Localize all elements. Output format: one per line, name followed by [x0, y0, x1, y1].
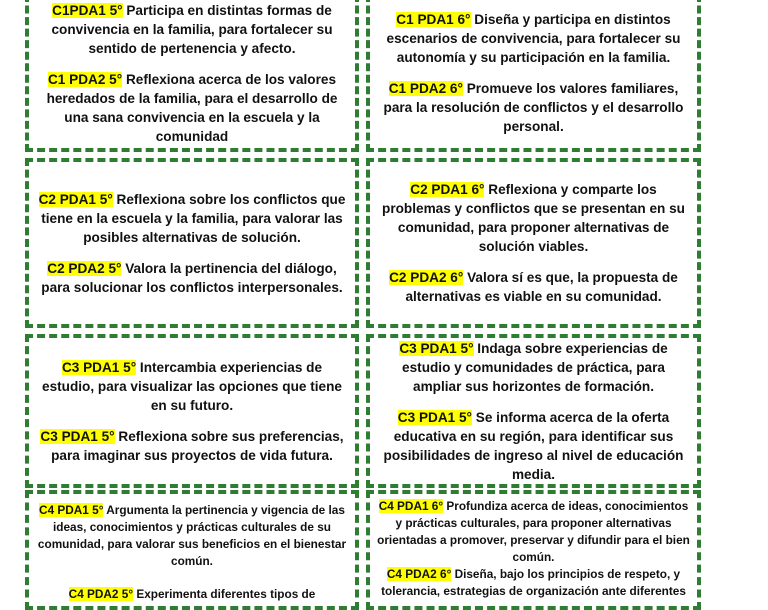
- description-text: Participa en distintas formas de convivencia en la familia, para fortalecer su sentido de pertenencia y afecto.: [51, 2, 333, 56]
- description-text: Indaga sobre experiencias de estudio y comunidades de práctica, para ampliar sus horizontes de formación.: [402, 340, 668, 394]
- description-text: Reflexiona sobre sus preferencias, para imaginar sus proyectos de vida futura.: [51, 428, 344, 463]
- code-label: C2 PDA2 5°: [47, 260, 122, 276]
- card-c1-5: [25, 0, 359, 152]
- paragraph: [35, 190, 349, 247]
- code-label: C1 PDA2 6°: [388, 81, 463, 96]
- paragraph: [35, 70, 349, 146]
- card-c2-6: [366, 158, 701, 328]
- card-c3-6: [366, 334, 701, 488]
- card-c4-5: [25, 490, 359, 610]
- paragraph: [35, 259, 349, 297]
- paragraph: [376, 268, 691, 306]
- paragraph: [376, 408, 691, 484]
- card-c2-5: [25, 158, 359, 328]
- description-text: Reflexiona acerca de los valores heredados de la familia, para el desarrollo de una sana convivencia en la escuela y la comunidad: [46, 71, 338, 144]
- code-label: C4 PDA2 6°: [386, 567, 452, 581]
- paragraph: [35, 586, 349, 603]
- description-text: Valora sí es que, la propuesta de alternativas es viable en su comunidad.: [405, 270, 678, 304]
- paragraph: [376, 10, 691, 67]
- paragraph: [376, 498, 691, 566]
- paragraph: [376, 566, 691, 600]
- description-text: Reflexiona sobre los conflictos que tiene en la escuela y la familia, para valorar las posibles alternativas de solución.: [41, 191, 346, 245]
- paragraph: [35, 358, 349, 415]
- description-text: Reflexiona y comparte los problemas y conflictos que se presentan en su comunidad, para proponer alternativas de solución viables.: [382, 182, 685, 254]
- code-label: C3 PDA1 5°: [397, 409, 472, 425]
- description-text: Intercambia experiencias de estudio, para visualizar las opciones que tiene en su futuro.: [42, 359, 342, 413]
- paragraph: [35, 1, 349, 58]
- description-text: Diseña y participa en distintos escenarios de convivencia, para fortalecer su autonomía y su participación en la familia.: [386, 12, 681, 65]
- description-text: Se informa acerca de la oferta educativa en su región, para identificar sus posibilidades de ingreso al nivel de educación media.: [383, 409, 684, 482]
- code-label: C2 PDA1 5°: [38, 191, 113, 207]
- description-text: Diseña, bajo los principios de respeto, y tolerancia, estrategias de organización ante diferentes: [381, 567, 686, 598]
- paragraph: [376, 339, 691, 396]
- paragraph: [35, 427, 349, 465]
- code-label: C4 PDA1 5°: [39, 503, 104, 517]
- card-c3-5: [25, 334, 359, 488]
- description-text: Promueve los valores familiares, para la resolución de conflictos y el desarrollo personal.: [383, 81, 684, 134]
- description-text: Profundiza acerca de ideas, conocimientos y prácticas culturales, para proponer alternativas orientadas a promover, preservar y difundir para el bien común.: [377, 499, 690, 564]
- card-c4-6: [366, 490, 701, 610]
- code-label: C1 PDA2 5°: [47, 71, 123, 87]
- code-label: C1PDA1 5°: [52, 2, 123, 18]
- code-label: C1 PDA1 6°: [396, 12, 471, 27]
- paragraph: [35, 502, 349, 570]
- description-text: Argumenta la pertinencia y vigencia de las ideas, conocimientos y prácticas culturales de su comunidad, para valorar sus beneficios en el bienestar común.: [37, 503, 347, 568]
- description-text: Experimenta diferentes tipos de: [133, 587, 316, 601]
- code-label: C3 PDA1 5°: [61, 359, 137, 375]
- description-text: Valora la pertinencia del diálogo, para solucionar los conflictos interpersonales.: [41, 260, 343, 295]
- paragraph: [376, 79, 691, 136]
- code-label: C3 PDA1 5°: [40, 428, 115, 444]
- code-label: C4 PDA2 5°: [68, 587, 134, 601]
- code-label: C4 PDA1 6°: [378, 499, 444, 513]
- code-label: C3 PDA1 5°: [399, 340, 474, 356]
- card-c1-6: [366, 0, 701, 152]
- paragraph: [376, 180, 691, 256]
- code-label: C2 PDA1 6°: [410, 182, 485, 197]
- code-label: C2 PDA2 6°: [389, 270, 464, 285]
